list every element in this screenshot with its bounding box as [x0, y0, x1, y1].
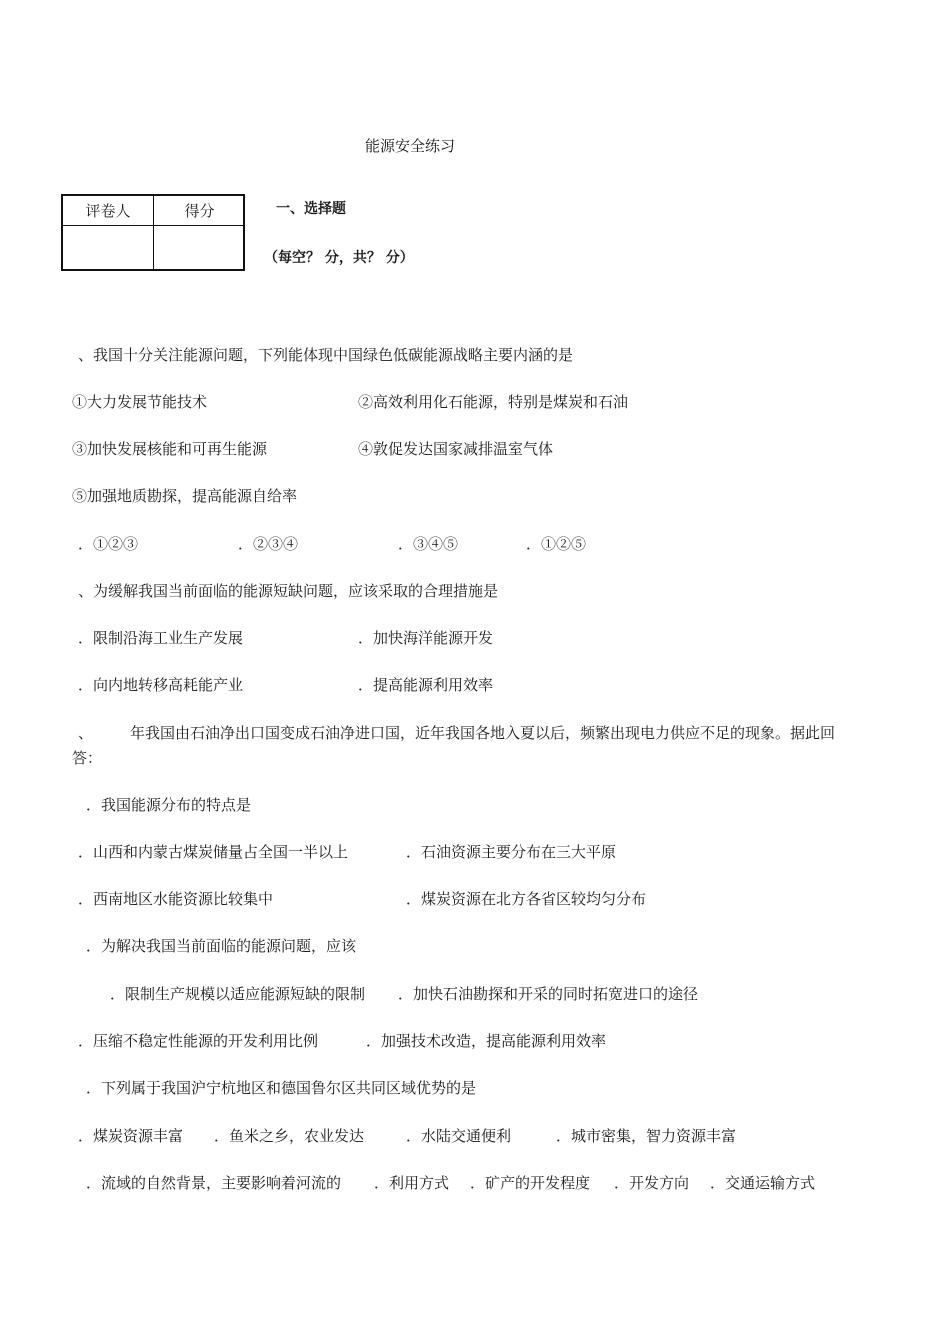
q1-item: ③加快发展核能和可再生能源: [72, 440, 268, 458]
grader-input[interactable]: [63, 226, 153, 269]
q4-option-b[interactable]: ．鱼米之乡，农业发达: [214, 1127, 365, 1145]
q2-stem: 、为缓解我国当前面临的能源短缺问题，应该采取的合理措施是: [78, 582, 499, 600]
q2-option-a[interactable]: ．限制沿海工业生产发展: [78, 629, 244, 647]
grader-header: 评卷人: [85, 202, 131, 220]
q1-item: ①大力发展节能技术: [72, 393, 208, 411]
q3-sub1-option-d[interactable]: ．煤炭资源在北方各省区较均匀分布: [406, 890, 647, 908]
q1-option-b[interactable]: ．②③④: [238, 535, 299, 553]
q2-option-b[interactable]: ．加快海洋能源开发: [358, 629, 494, 647]
q5-option-a[interactable]: ．利用方式: [374, 1174, 450, 1192]
q3-sub2-stem: ．为解决我国当前面临的能源问题，应该: [86, 937, 357, 955]
q5-option-c[interactable]: ．开发方向: [614, 1174, 690, 1192]
q3-sub1-option-b[interactable]: ．石油资源主要分布在三大平原: [406, 843, 617, 861]
section-heading: 一、选择题: [276, 201, 346, 217]
q1-option-c[interactable]: ．③④⑤: [398, 535, 459, 553]
score-input[interactable]: [154, 226, 243, 269]
q1-stem: 、我国十分关注能源问题，下列能体现中国绿色低碳能源战略主要内涵的是: [78, 346, 574, 364]
q3-sub2-option-b[interactable]: ．加快石油勘探和开采的同时拓宽进口的途径: [398, 985, 699, 1003]
q3-sub1-option-c[interactable]: ．西南地区水能资源比较集中: [78, 890, 274, 908]
q2-option-d[interactable]: ．提高能源利用效率: [358, 676, 494, 694]
q2-option-c[interactable]: ．向内地转移高耗能产业: [78, 676, 244, 694]
q4-option-c[interactable]: ．水陆交通便利: [406, 1127, 512, 1145]
q1-item: ④敦促发达国家减排温室气体: [358, 440, 554, 458]
q3-sub2-option-d[interactable]: ．加强技术改造，提高能源利用效率: [366, 1032, 607, 1050]
q3-stem-cont: 答：: [72, 749, 103, 767]
q4-stem: ．下列属于我国沪宁杭地区和德国鲁尔区共同区域优势的是: [86, 1079, 477, 1097]
q1-item: ⑤加强地质勘探，提高能源自给率: [72, 487, 298, 505]
score-table: [61, 194, 245, 271]
q5-option-d[interactable]: ．交通运输方式: [710, 1174, 816, 1192]
q1-option-d[interactable]: ．①②⑤: [526, 535, 587, 553]
q1-option-a[interactable]: ．①②③: [78, 535, 139, 553]
q3-sub2-option-a[interactable]: ．限制生产规模以适应能源短缺的限制: [110, 985, 366, 1003]
q3-stem-prefix: 、: [78, 724, 94, 742]
q3-stem: 年我国由石油净出口国变成石油净进口国，近年我国各地入夏以后，频繁出现电力供应不足的现象。据此回: [130, 724, 836, 742]
q3-sub2-option-c[interactable]: ．压缩不稳定性能源的开发利用比例: [78, 1032, 319, 1050]
page-title: 能源安全练习: [365, 137, 456, 155]
q4-option-a[interactable]: ．煤炭资源丰富: [78, 1127, 184, 1145]
q3-sub1-option-a[interactable]: ．山西和内蒙古煤炭储量占全国一半以上: [78, 843, 349, 861]
q5-option-b[interactable]: ．矿产的开发程度: [470, 1174, 591, 1192]
section-note: （每空？ 分，共？ 分）: [264, 250, 414, 266]
q1-item: ②高效利用化石能源，特别是煤炭和石油: [358, 393, 629, 411]
q3-sub1-stem: ．我国能源分布的特点是: [86, 796, 252, 814]
score-header: 得分: [184, 202, 215, 220]
q4-option-d[interactable]: ．城市密集，智力资源丰富: [556, 1127, 737, 1145]
q5-stem: ．流域的自然背景，主要影响着河流的: [86, 1174, 342, 1192]
